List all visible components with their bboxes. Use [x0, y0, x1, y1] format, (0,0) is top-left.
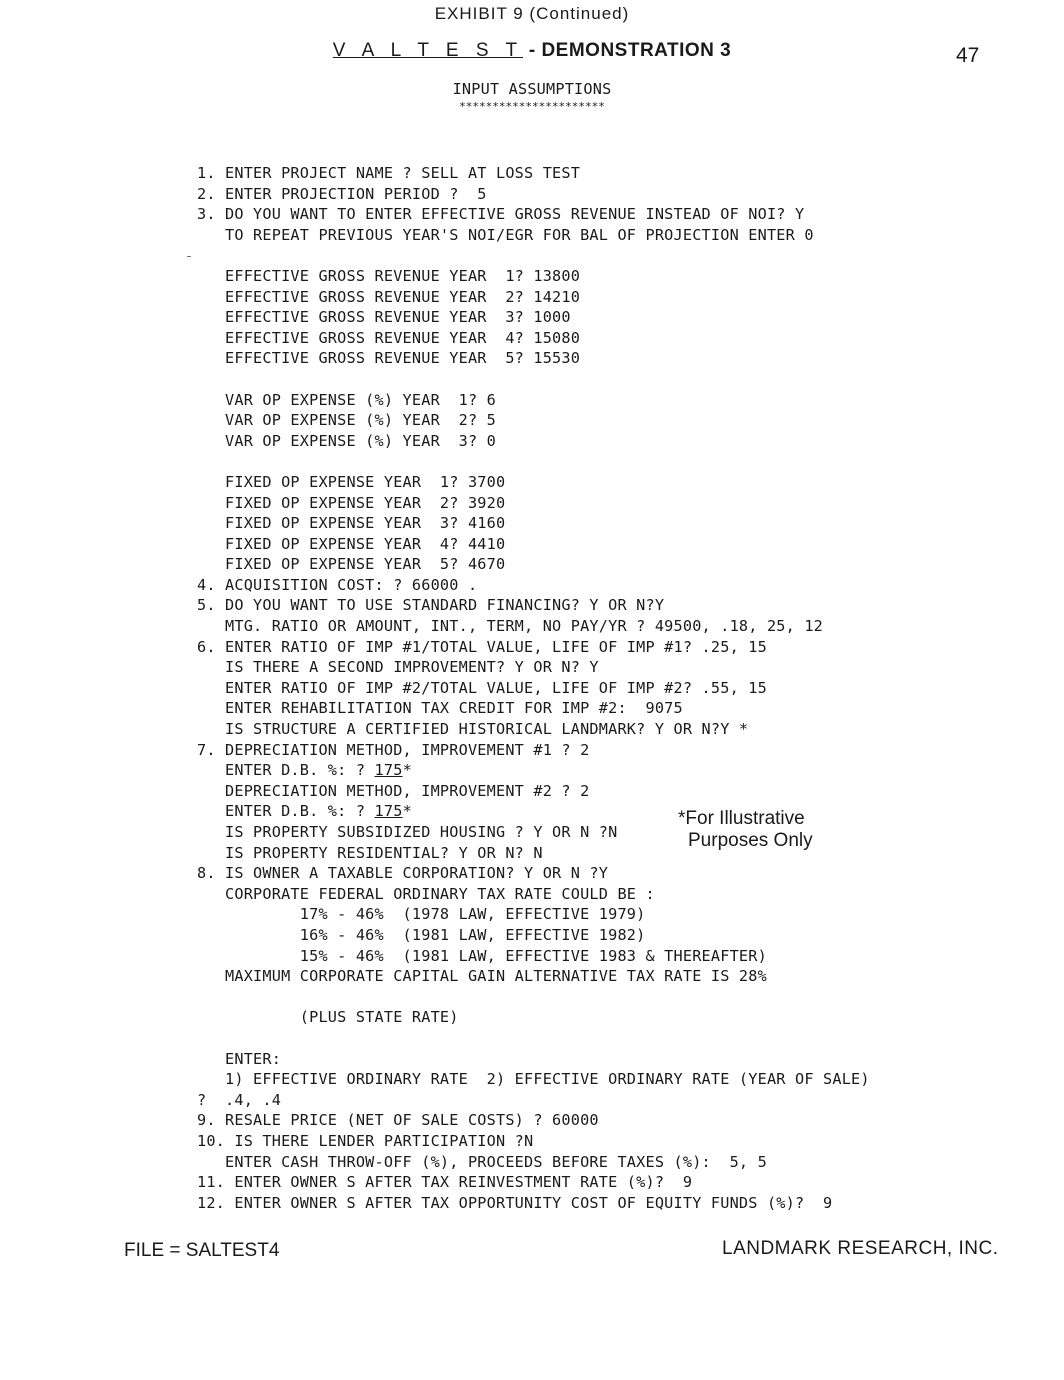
listing-line: ENTER REHABILITATION TAX CREDIT FOR IMP #2: 9075 [197, 699, 683, 718]
listing-line: IS STRUCTURE A CERTIFIED HISTORICAL LANDMARK? Y OR N?Y * [197, 720, 749, 739]
listing-line: 9. RESALE PRICE (NET OF SALE COSTS) ? 60000 [197, 1111, 599, 1130]
listing-line: 16% - 46% (1981 LAW, EFFECTIVE 1982) [197, 925, 646, 944]
listing-line: FIXED OP EXPENSE YEAR 3? 4160 [197, 514, 506, 533]
note-line-2: Purposes Only [688, 830, 813, 851]
listing-line: 1) EFFECTIVE ORDINARY RATE 2) EFFECTIVE ORDINARY RATE (YEAR OF SALE) [197, 1070, 870, 1089]
listing-line: VAR OP EXPENSE (%) YEAR 3? 0 [197, 431, 496, 450]
listing-line [197, 245, 870, 266]
listing-line: FIXED OP EXPENSE YEAR 5? 4670 [197, 555, 506, 574]
listing-line: EFFECTIVE GROSS REVENUE YEAR 5? 15530 [197, 349, 581, 368]
listing-line [197, 987, 870, 1008]
listing-line: 7. DEPRECIATION METHOD, IMPROVEMENT #1 ? 2 [197, 740, 590, 759]
db-percent-value: 175 [374, 761, 403, 780]
listing-line: IS PROPERTY SUBSIDIZED HOUSING ? Y OR N ?N [197, 823, 618, 841]
listing-line: 4. ACQUISITION COST: ? 66000 . [197, 575, 478, 594]
document-title [0, 40, 1064, 62]
listing-line: 8. IS OWNER A TAXABLE CORPORATION? Y OR N ?Y [197, 864, 609, 883]
listing-line: 2. ENTER PROJECTION PERIOD ? 5 [197, 184, 487, 203]
listing-line [197, 451, 870, 472]
listing-line: 11. ENTER OWNER S AFTER TAX REINVESTMENT RATE (%)? 9 [197, 1173, 693, 1192]
listing-line: 10. IS THERE LENDER PARTICIPATION ?N [197, 1131, 534, 1150]
listing-line: ENTER CASH THROW-OFF (%), PROCEEDS BEFORE TAXES (%): 5, 5 [197, 1152, 767, 1171]
illustrative-note [678, 808, 813, 852]
listing-line: (PLUS STATE RATE) [197, 1008, 459, 1027]
listing-line: VAR OP EXPENSE (%) YEAR 2? 5 [197, 411, 496, 430]
title-demonstration: - DEMONSTRATION 3 [523, 40, 732, 61]
listing-line: 5. DO YOU WANT TO USE STANDARD FINANCING? Y OR N?Y [197, 596, 665, 615]
listing-line: ENTER D.B. %: ? 175* [197, 802, 412, 821]
db-percent-value: 175 [374, 802, 403, 821]
listing-line: EFFECTIVE GROSS REVENUE YEAR 3? 1000 [197, 308, 571, 327]
listing-line: EFFECTIVE GROSS REVENUE YEAR 4? 15080 [197, 328, 581, 347]
listing-line: EFFECTIVE GROSS REVENUE YEAR 2? 14210 [197, 287, 581, 306]
listing-line: MTG. RATIO OR AMOUNT, INT., TERM, NO PAY/YR ? 49500, .18, 25, 12 [197, 617, 824, 636]
company-name: LANDMARK RESEARCH, INC. [722, 1238, 999, 1259]
listing-line: 1. ENTER PROJECT NAME ? SELL AT LOSS TEST [197, 164, 581, 182]
listing-line: MAXIMUM CORPORATE CAPITAL GAIN ALTERNATIVE TAX RATE IS 28% [197, 967, 767, 986]
listing-line: ENTER: [197, 1049, 282, 1068]
listing-line: DEPRECIATION METHOD, IMPROVEMENT #2 ? 2 [197, 781, 590, 800]
listing-line [197, 369, 870, 390]
listing-line: FIXED OP EXPENSE YEAR 2? 3920 [197, 493, 506, 512]
input-listing [197, 163, 870, 1213]
listing-line: 12. ENTER OWNER S AFTER TAX OPPORTUNITY COST OF EQUITY FUNDS (%)? 9 [197, 1193, 833, 1212]
note-line-1: *For Illustrative [678, 808, 805, 829]
section-heading: INPUT ASSUMPTIONS [452, 80, 612, 98]
exhibit-label: EXHIBIT 9 (Continued) [434, 4, 630, 23]
listing-line: ENTER RATIO OF IMP #2/TOTAL VALUE, LIFE OF IMP #2? .55, 15 [197, 678, 767, 697]
listing-line: ENTER D.B. %: ? 175* [197, 761, 412, 780]
listing-line: ? .4, .4 [197, 1090, 282, 1109]
margin-mark [187, 256, 191, 257]
listing-line: 17% - 46% (1978 LAW, EFFECTIVE 1979) [197, 905, 646, 924]
listing-line: FIXED OP EXPENSE YEAR 1? 3700 [197, 472, 506, 491]
listing-line: FIXED OP EXPENSE YEAR 4? 4410 [197, 534, 506, 553]
title-valtest: V A L T E S T [332, 40, 524, 61]
listing-line: EFFECTIVE GROSS REVENUE YEAR 1? 13800 [197, 266, 581, 285]
listing-line: IS THERE A SECOND IMPROVEMENT? Y OR N? Y [197, 658, 599, 677]
heading-stars: ********************** [459, 100, 605, 113]
page-number: 47 [956, 44, 980, 67]
listing-line: 3. DO YOU WANT TO ENTER EFFECTIVE GROSS REVENUE INSTEAD OF NOI? Y [197, 205, 805, 224]
listing-line: 15% - 46% (1981 LAW, EFFECTIVE 1983 & THEREAFTER) [197, 946, 767, 965]
listing-line: CORPORATE FEDERAL ORDINARY TAX RATE COULD BE : [197, 884, 655, 903]
listing-line: IS PROPERTY RESIDENTIAL? Y OR N? N [197, 843, 543, 862]
listing-line [197, 1028, 870, 1049]
listing-line: 6. ENTER RATIO OF IMP #1/TOTAL VALUE, LIFE OF IMP #1? .25, 15 [197, 637, 767, 656]
listing-line: VAR OP EXPENSE (%) YEAR 1? 6 [197, 390, 496, 409]
listing-line: TO REPEAT PREVIOUS YEAR'S NOI/EGR FOR BAL OF PROJECTION ENTER 0 [197, 225, 814, 244]
file-name: FILE = SALTEST4 [124, 1240, 280, 1261]
